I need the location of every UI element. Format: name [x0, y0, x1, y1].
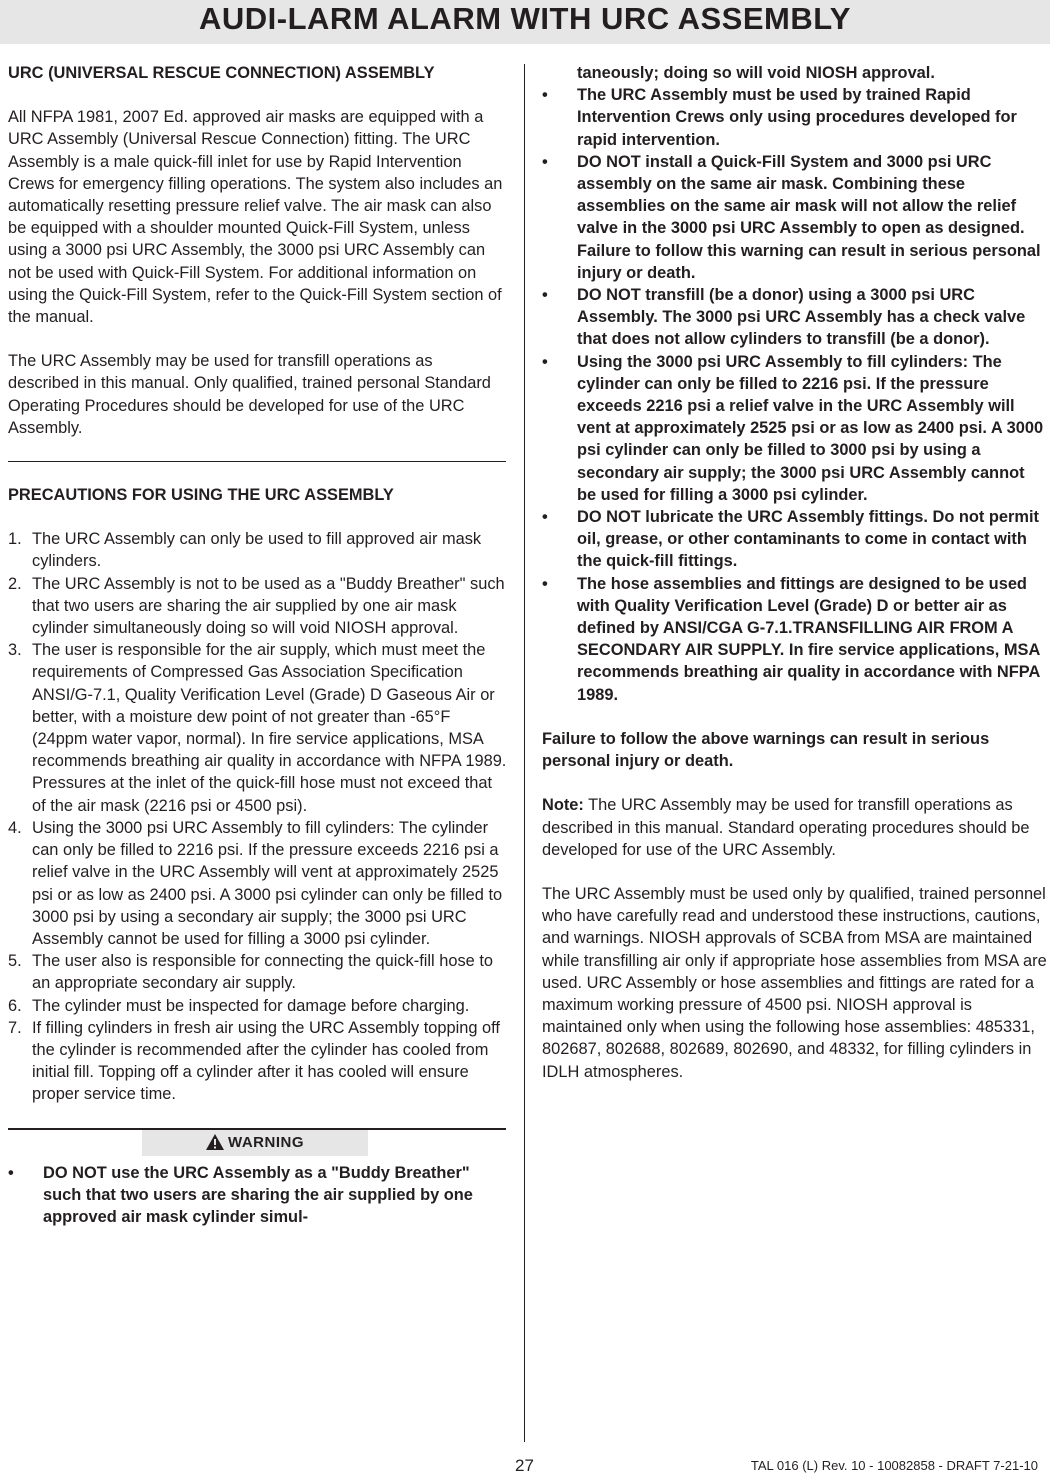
warning-text: The hose assemblies and fittings are designed to be used with Quality Verification Level (Grade) D or better air as defined by ANSI/CGA G-7.1.TRANSFILLING AIR FROM A SECONDARY AIR SUPPLY. In fire service applications, MSA recommends breathing air quality in accordance with NFPA 1989.: [577, 574, 1040, 704]
warning-item: [542, 151, 1048, 284]
note-text: The URC Assembly may be used for transfill operations as described in this manual. Standard operating procedures should be developed for use of the URC Assembly.: [542, 796, 1030, 859]
note-label: Note:: [542, 796, 584, 815]
precautions-list: [8, 528, 508, 1105]
precaution-item: [8, 995, 508, 1017]
bullet-dot: •: [542, 574, 548, 593]
precaution-item: [8, 950, 508, 994]
bullet-dot: •: [8, 1163, 14, 1182]
precaution-text: The user is responsible for the air supply, which must meet the requirements of Compressed Gas Association Specification ANSI/G-7.1, Quality Verification Level (Grade) D Gaseous Air or better, with a moisture dew point of not greater than -65°F (24ppm water vapor, normal). In fire service applications, MSA recommends breathing air quality in accordance with NFPA 1989. Pressures at the inlet of the quick-fill hose must not exceed that of the air mask (2216 psi or 4500 psi).: [32, 641, 507, 815]
warning-triangle-icon: [206, 1134, 224, 1150]
urc-transfill-paragraph: The URC Assembly may be used for transfill operations as described in this manual. Only qualified, trained personal Standard Operating Procedures should be developed for use of the URC Assembly.: [8, 352, 491, 437]
precaution-number: 7.: [8, 1018, 22, 1037]
failure-warning: Failure to follow the above warnings can result in serious personal injury or death.: [542, 729, 990, 771]
precaution-text: The cylinder must be inspected for damage before charging.: [32, 996, 470, 1015]
warning-label: WARNING: [228, 1133, 304, 1151]
column-divider: [524, 64, 525, 1442]
precaution-text: The URC Assembly is not to be used as a "Buddy Breather" such that two users are sharing the air supplied by one air mask cylinder simultaneously doing so will void NIOSH approval.: [32, 574, 505, 638]
title-bar: [0, 0, 1050, 44]
precaution-text: If filling cylinders in fresh air using the URC Assembly topping off the cylinder is recommended after the cylinder has cooled from initial fill. Topping off a cylinder after it has cooled will ensure proper service time.: [32, 1018, 500, 1104]
precaution-text: The URC Assembly can only be used to fill approved air mask cylinders.: [32, 530, 482, 571]
warning-text: DO NOT transfill (be a donor) using a 3000 psi URC Assembly. The 3000 psi URC Assembly has a check valve that does not allow cylinders to transfill (be a donor).: [577, 286, 1026, 349]
left-column: [8, 62, 508, 1228]
precaution-number: 3.: [8, 641, 22, 660]
precaution-item: [8, 639, 508, 817]
warning-item: [8, 1162, 508, 1229]
note-paragraph: [542, 794, 1048, 861]
section-rule: [8, 461, 506, 462]
bullet-dot: •: [542, 86, 548, 105]
precaution-number: 6.: [8, 996, 22, 1015]
urc-heading: URC (UNIVERSAL RESCUE CONNECTION) ASSEMBLY: [8, 64, 435, 82]
precaution-text: Using the 3000 psi URC Assembly to fill cylinders: The cylinder can only be filled to 2216 psi. If the pressure exceeds 2216 psi a relief valve in the URC Assembly will vent at approximately 2525 psi or as low as 2400 psi. A 3000 psi cylinder can only be filled to 3000 psi by using a secondary air supply; the 3000 psi URC Assembly cannot be used for filling a 3000 psi cylinder.: [32, 818, 503, 948]
warning-item: [542, 573, 1048, 706]
right-column: [542, 62, 1048, 1105]
warning-banner: [8, 1128, 506, 1156]
precaution-item: [8, 817, 508, 950]
page-title: AUDI-LARM ALARM WITH URC ASSEMBLY: [199, 1, 851, 36]
precaution-number: 1.: [8, 530, 22, 549]
precaution-item: [8, 528, 508, 572]
warning-text: Using the 3000 psi URC Assembly to fill cylinders: The cylinder can only be filled to 2216 psi. If the pressure exceeds 2216 psi a relief valve in the URC Assembly will vent at approximately 2525 psi or as low as 2400 psi. A 3000 psi cylinder can only be filled to 3000 psi by using a secondary air supply; the 3000 psi URC Assembly cannot be used for filling a 3000 psi cylinder.: [577, 352, 1044, 504]
bullet-dot: •: [542, 286, 548, 305]
urc-intro-paragraph: All NFPA 1981, 2007 Ed. approved air masks are equipped with a URC Assembly (Universal Rescue Connection) fitting. The URC Assembly is a male quick-fill inlet for use by Rapid Intervention Crews for emergency filling operations. The system also includes an automatically resetting pressure relief valve. The air mask can also be equipped with a shoulder mounted Quick-Fill System, unless using a 3000 psi URC Assembly, the 3000 psi URC Assembly can not be used with Quick-Fill System. For additional information on using the Quick-Fill System, refer to the Quick-Fill System section of the manual.: [8, 108, 503, 327]
warning-item: [542, 284, 1048, 351]
precaution-number: 4.: [8, 818, 22, 837]
warning-list-start: [8, 1162, 508, 1229]
precaution-item: [8, 1017, 508, 1106]
page-number: 27: [515, 1456, 534, 1475]
precaution-number: 2.: [8, 574, 22, 593]
warning-label-box: [142, 1130, 368, 1156]
precaution-item: [8, 573, 508, 640]
document-id: TAL 016 (L) Rev. 10 - 10082858 - DRAFT 7-21-10: [750, 1458, 1038, 1473]
approval-paragraph: The URC Assembly must be used only by qualified, trained personnel who have carefully read and understood these instructions, cautions, and warnings. NIOSH approvals of SCBA from MSA are maintained while transfilling air only if appropriate hose assemblies from MSA are used. URC Assembly or hose assemblies and fittings are rated for a maximum working pressure of 4500 psi. NIOSH approval is maintained only when using the following hose assemblies: 485331, 802687, 802688, 802689, 802690, and 48332, for filling cylinders in IDLH atmospheres.: [542, 884, 1047, 1081]
bullet-dot: •: [542, 152, 548, 171]
warning-text: DO NOT lubricate the URC Assembly fittings. Do not permit oil, grease, or other contaminants to come in contact with the quick-fill fittings.: [577, 508, 1040, 571]
precautions-heading: PRECAUTIONS FOR USING THE URC ASSEMBLY: [8, 486, 394, 505]
bullet-dot: •: [542, 508, 548, 527]
warning-text: DO NOT install a Quick-Fill System and 3000 psi URC assembly on the same air mask. Combining these assemblies on the same air mask will not allow the relief valve in the 3000 psi URC Assembly to open as designed. Failure to follow this warning can result in serious personal injury or death.: [577, 152, 1041, 282]
warning-item: [542, 84, 1048, 151]
warning-text: The URC Assembly must be used by trained Rapid Intervention Crews only using procedures developed for rapid intervention.: [577, 86, 1017, 149]
bullet-dot: •: [542, 352, 548, 371]
warning-list: [542, 84, 1048, 706]
warning-item: [542, 351, 1048, 506]
warning-item: [542, 506, 1048, 573]
precaution-text: The user also is responsible for connecting the quick-fill hose to an appropriate secondary air supply.: [32, 952, 494, 993]
warning-continued: taneously; doing so will void NIOSH approval.: [577, 64, 935, 82]
warning-text: DO NOT use the URC Assembly as a "Buddy Breather" such that two users are sharing the air supplied by one approved air mask cylinder simul-: [43, 1163, 473, 1226]
precaution-number: 5.: [8, 952, 22, 971]
